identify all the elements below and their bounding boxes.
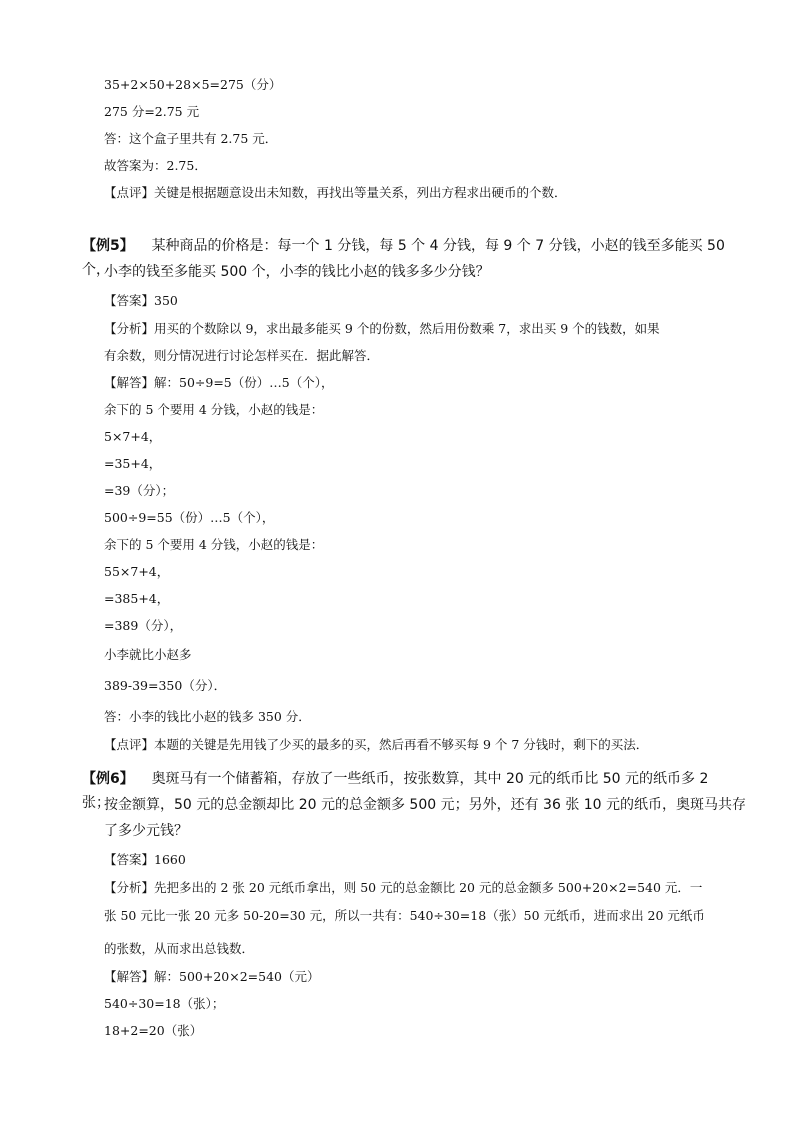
- solution-line: 余下的 5 个要用 4 分钱，小赵的钱是：: [104, 402, 324, 417]
- solution-line: 540÷30=18（张）；: [104, 996, 225, 1011]
- example-5-analysis-line2: 有余数，则分情况进行讨论怎样买在．据此解答．: [104, 348, 380, 363]
- comment-line: 【点评】关键是根据题意设出未知数，再找出等量关系，列出方程求出硬币的个数．: [104, 185, 567, 200]
- example-5-comment: 【点评】本题的关键是先用钱了少买的最多的买，然后再看不够买每 9 个 7 分钱时，剩下的买法．: [104, 737, 649, 752]
- example-6-analysis-line2: 张 50 元比一张 20 元多 50-20=30 元，所以一共有：540÷30=18（张）50 元纸币，进而求出 20 元纸币: [104, 908, 705, 923]
- example-5-question-line1: 某种商品的价格是：每一个 1 分钱，每 5 个 4 分钱，每 9 个 7 分钱，小赵的钱至多能买 50 个，: [82, 238, 725, 278]
- example-6-analysis-line1: 【分析】先把多出的 2 张 20 元纸币拿出，则 50 元的总金额比 20 元的总金额多 500+20×2=540 元．一: [104, 880, 703, 895]
- example-5-answer: 【答案】350: [104, 293, 178, 308]
- solution-line: 【解答】解：50÷9=5（份）…5（个），: [104, 375, 334, 390]
- example-5-final-answer: 答：小李的钱比小赵的钱多 350 分．: [104, 709, 311, 724]
- answer-line: 答：这个盒子里共有 2.75 元．: [104, 131, 278, 146]
- solution-line: =389（分），: [104, 618, 183, 633]
- solution-line: =385+4，: [104, 591, 170, 606]
- example-5-tag: 【例5】: [82, 238, 134, 254]
- solution-line: 500÷9=55（份）…5（个），: [104, 510, 275, 525]
- example-6-question-line1: 奥斑马有一个储蓄箱，存放了一些纸币，按张数算，其中 20 元的纸币比 50 元的纸币多 2 张；: [82, 771, 709, 811]
- example-6-analysis-line3: 的张数，从而求出总钱数．: [104, 941, 255, 956]
- example-6-tag: 【例6】: [82, 771, 134, 787]
- solution-line: 55×7+4，: [104, 564, 170, 579]
- example-6-answer: 【答案】1660: [104, 852, 186, 867]
- solution-line: 5×7+4，: [104, 429, 162, 444]
- solution-line: 小李就比小赵多: [104, 647, 192, 662]
- calc-line: 275 分=2.75 元: [104, 104, 200, 119]
- solution-line: 【解答】解：500+20×2=540（元）: [104, 969, 320, 984]
- example-6-question-line2: 按金额算，50 元的总金额却比 20 元的总金额多 500 元；另外，还有 36 张 10 元的纸币，奥斑马共存: [104, 797, 747, 813]
- solution-line: =35+4，: [104, 456, 162, 471]
- example-6-question-line3: 了多少元钱？: [104, 823, 188, 839]
- solution-line: =39（分）；: [104, 483, 175, 498]
- calc-line: 35+2×50+28×5=275（分）: [104, 77, 282, 92]
- solution-line: 18+2=20（张）: [104, 1023, 203, 1038]
- solution-line: 余下的 5 个要用 4 分钱，小赵的钱是：: [104, 537, 324, 552]
- answer-line: 故答案为：2.75．: [104, 158, 207, 173]
- solution-line: 389-39=350（分）．: [104, 678, 227, 693]
- example-5-analysis-line1: 【分析】用买的个数除以 9，求出最多能买 9 个的份数，然后用份数乘 7，求出买 9 个的钱数，如果: [104, 321, 660, 336]
- example-5-question-line2: 小李的钱至多能买 500 个，小李的钱比小赵的钱多多少分钱？: [104, 264, 490, 280]
